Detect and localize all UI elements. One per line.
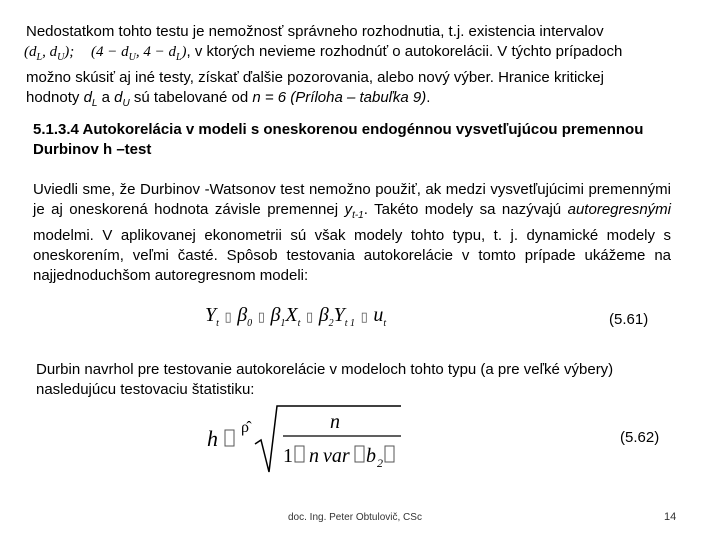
eq2-var: var	[323, 445, 350, 467]
missing-glyph-icon	[295, 446, 304, 462]
rho-symbol: ρ̂	[241, 419, 249, 436]
eq2-numerator: n	[330, 411, 340, 433]
section-heading: 5.1.3.4 Autokorelácia v modeli s oneskorenou endogénnou vysvetľujúcou premennou Durbinov h –test	[33, 121, 644, 158]
footer-author: doc. Ing. Peter Obtulovič, CSc	[288, 512, 422, 523]
missing-glyph-icon: ▯	[257, 310, 265, 325]
symbol-dl: $d_L$	[83, 89, 98, 109]
paragraph-1	[26, 22, 686, 114]
equation-5-62-number: (5.62)	[620, 429, 660, 446]
equation-5-61: $Y_t$ ▯ $\beta_0$ ▯ $\beta_1X_t$ ▯ $\beta_2Y_{t 1}$ ▯ $u_t$	[205, 304, 387, 329]
missing-glyph-icon: ▯	[305, 310, 314, 325]
missing-glyph-icon: ▯	[224, 310, 232, 325]
equation-5-61-number: (5.61)	[609, 311, 649, 328]
paragraph-1-line-1: Nedostatkom tohto testu je nemožnosť správneho rozhodnutia, t.j. existencia intervalov	[26, 23, 604, 40]
symbol-y-lag: $y_{t-1}$	[344, 201, 364, 221]
equation-5-62	[205, 400, 405, 480]
paragraph-3: Durbin navrhol pre testovanie autokorelácie v modeloch tohto typu (a pre veľké výbery) nasledujúcu testovaciu štatistiku:	[36, 361, 614, 398]
paragraph-2: Uviedli sme, že Durbinov -Watsonov test nemožno použiť, ak medzi vysvetľujúcimi premennými je aj oneskorená hodnota závisle premennej $y_{t-1}$. Takéto modely sa nazývajú autoregresnými modelmi. V aplikovanej ekonometrii sú však modely tohto typu, t. j. dynamické modely s oneskorením, veľmi časté. Spôsob testovania autokorelácie v tomto prípade ukážeme na najjednoduchšom autoregresnom modeli:	[33, 181, 672, 284]
missing-glyph-icon	[385, 446, 394, 462]
term-autoregressive: autoregresnými	[567, 201, 672, 218]
eq2-b: b	[366, 445, 376, 467]
eq2-h: h	[207, 426, 218, 451]
eq2-one: 1	[283, 445, 293, 467]
interval-2: ($4 - d_U$, $4 - d_L$)	[90, 44, 187, 63]
symbol-du: $d_U$	[114, 89, 130, 109]
missing-glyph-icon	[355, 446, 364, 462]
paragraph-1-line-3: možno skúsiť aj iné testy, získať ďalšie pozorovania, alebo nový výber. Hranice kritickej	[26, 69, 604, 86]
eq2-n: n	[309, 445, 319, 467]
missing-glyph-icon: ▯	[360, 310, 368, 325]
missing-glyph-icon	[225, 430, 234, 446]
n-reference: n = 6 (Príloha – tabuľka 9)	[252, 89, 427, 106]
page-number: 14	[664, 511, 677, 523]
paragraph-1-line-4: hodnoty $d_L$ a $d_U$ sú tabelované od n = 6 (Príloha – tabuľka 9).	[26, 89, 431, 109]
interval-1: ($d_L$, $d_U$);	[24, 44, 75, 63]
paragraph-1-line-2: ($d_L$, $d_U$); ($4 - d_U$, $4 - d_L$), v ktorých nevieme rozhodnúť o autokorelácii. V týchto prípadoch	[24, 43, 623, 63]
equation-5-62-graphic	[205, 400, 405, 480]
eq2-b-sub: 2	[377, 456, 383, 470]
